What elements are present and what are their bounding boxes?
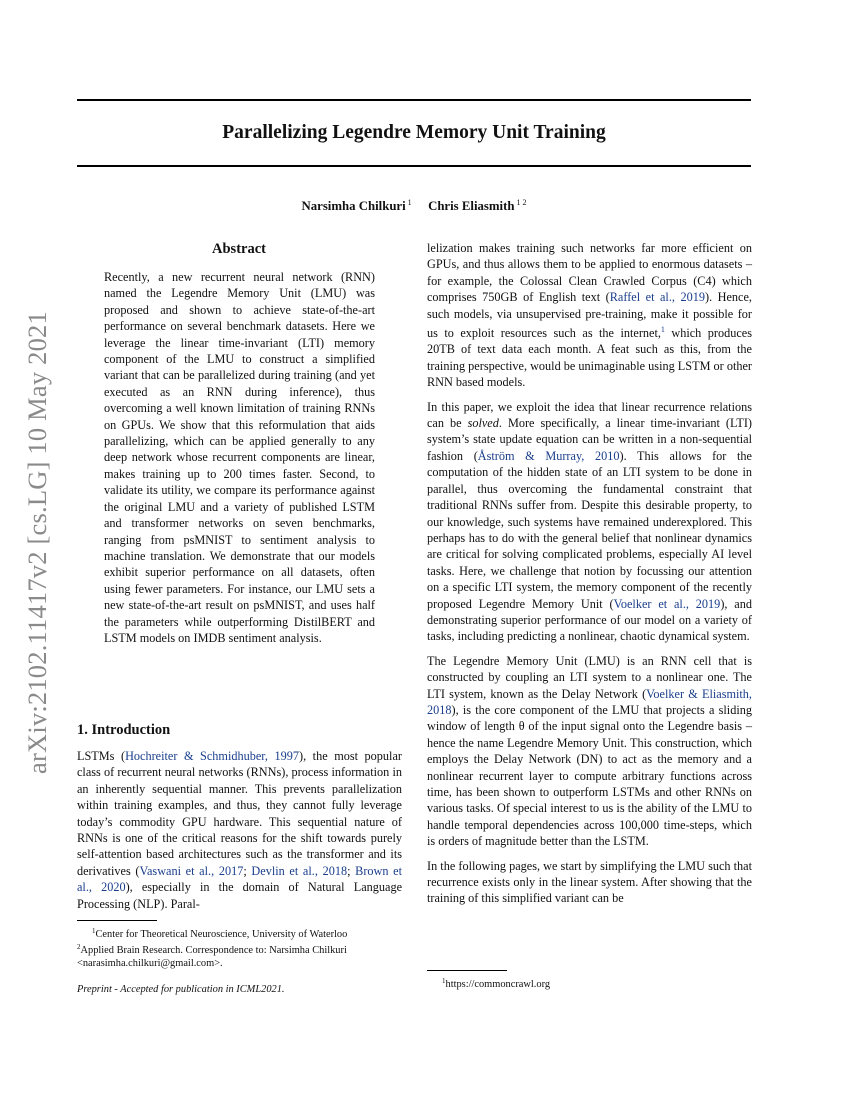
footnote-item: $^2$Applied Brain Research. Correspondence to: Narsimha Chilkuri <narasimha.chilkuri@gmail.com>.	[77, 943, 347, 969]
intro-paragraph: lelization makes training such networks far more efficient on GPUs, and thus allows them to be applied to enormous datasets – for example, the Colossal Clean Crawled Corpus (C4) which comprises 750GB of English text (Raffel et al., 2019). Hence, such models, via unsupervised pre-training, make it possible for us to exploit resources such as the internet,$^1$ which produces 20TB of text data each month. A feat such as this, from the training perspective, would be unimaginable using LSTM or other RNN based models.	[427, 241, 752, 390]
citation-link[interactable]: Brown et al., 2020	[77, 863, 403, 895]
title-rule-bottom	[77, 165, 751, 167]
citation-link[interactable]: Vaswani et al., 2017	[139, 863, 244, 878]
intro-paragraph: The Legendre Memory Unit (LMU) is an RNN cell that is constructed by coupling an LTI system to a nonlinear one. The LTI system, known as the Delay Network (Voelker & Eliasmith, 2018), is the core component of the LMU that projects a sliding window of length θ of the input signal onto the Legendre basis – hence the name Legendre Memory Unit. This construction, which employs the Delay Network (DN) to act as the memory and a nonlinear recurrent layer to compute arbitrary functions across time, has been shown to outperform LSTMs and other RNNs on various tasks. Of special interest to us is the ability of the LMU to handle temporal dependencies across 100,000 time-steps, which is orders of magnitude better than the LSTM.	[427, 653, 752, 849]
right-column	[427, 240, 752, 915]
author-name: Chris Eliasmith	[428, 199, 515, 213]
footnote-url[interactable]: https://commoncrawl.org	[445, 979, 551, 990]
citation-link[interactable]: Devlin et al., 2018	[251, 863, 348, 878]
citation-link[interactable]: Raffel et al., 2019	[609, 290, 705, 305]
author-list	[77, 195, 751, 214]
author-affiliation: 1	[407, 198, 412, 207]
url-footnote: $^1$https://commoncrawl.org	[442, 977, 551, 990]
intro-paragraph: In the following pages, we start by simplifying the LMU such that recurrence exists only in the linear system. After showing that the training of this simplified variant can be	[427, 858, 752, 906]
footnote-marker[interactable]: 1	[660, 325, 665, 335]
paper-title: Parallelizing Legendre Memory Unit Training	[222, 122, 606, 143]
abstract-body: Recently, a new recurrent neural network (RNN) named the Legendre Memory Unit (LMU) was proposed and shown to achieve state-of-the-art performance on several benchmark datasets. Here we leverage the linear time-invariant (LTI) memory component of the LMU to construct a simplified variant that can be parallelized during training (and yet executed as an RNN during inference), thus overcoming a well known limitation of training RNNs on GPUs. We show that this reformulation that aids parallelizing, which can be applied generally to any deep network whose recurrent components are linear, makes training up to 200 times faster. Second, to validate its utility, we compare its performance against the original LMU and a variety of published LSTM and transformer networks on seven benchmarks, ranging from psMNIST to sentiment analysis to machine translation. We demonstrate that our models exhibit superior performance on all datasets, often using fewer parameters. For instance, our LMU sets a new state-of-the-art result on psMNIST, and uses half the parameters while outperforming DistilBERT and LSTM models on IMDB sentiment analysis.	[104, 270, 375, 645]
preprint-note: Preprint - Accepted for publication in ICML2021.	[77, 984, 285, 995]
footnote-rule	[427, 970, 507, 971]
author-affiliation: 1 2	[516, 198, 527, 207]
arxiv-side-stamp: arXiv:2102.11417v2 [cs.LG] 10 May 2021	[22, 311, 52, 774]
section-heading-introduction: 1. Introduction	[77, 722, 171, 738]
citation-link[interactable]: Voelker & Eliasmith, 2018	[427, 686, 752, 717]
abstract-heading: Abstract	[212, 241, 266, 257]
citation-link[interactable]: Hochreiter & Schmidhuber, 1997	[125, 749, 299, 763]
footnote-rule	[77, 920, 157, 921]
intro-paragraph: In this paper, we exploit the idea that linear recurrence relations can be solved. More specifically, a linear time-invariant (LTI) system’s state update equation can be written in a non-sequential fashion (Åström & Murray, 2010). This allows for the computation of the hidden state of an LTI system to be done in parallel, thus overcoming the fundamental constraint that traditional RNNs suffer from. Despite this desirable property, to our knowledge, such systems have remained underexplored. This perhaps has to do with the general belief that nonlinear dynamics are critical for solving complicated problems, especially AI level tasks. Here, we challenge that notion by focussing our attention on a specific LTI system, the memory component of the recently proposed Legendre Memory Unit (Voelker et al., 2019), and demonstrating superior performance of our model on a variety of tasks, including predicting a nonlinear, chaotic dynamical system.	[427, 399, 753, 644]
footnote-item: $^1$Center for Theoretical Neuroscience, University of Waterloo	[92, 927, 348, 940]
citation-link[interactable]: Voelker et al., 2019	[613, 596, 721, 611]
citation-link[interactable]: Åström & Murray, 2010	[477, 448, 620, 463]
author-name: Narsimha Chilkuri	[301, 199, 406, 213]
title-rule-top	[77, 99, 751, 101]
affiliation-footnotes	[77, 925, 402, 970]
intro-paragraph-left: LSTMs (Hochreiter & Schmidhuber, 1997), the most popular class of recurrent neural networks (RNNs), process information in an inherently sequential manner. This prevents parallelization within training examples, and thus, they cannot fully leverage today’s commodity GPU hardware. This sequential nature of RNNs is one of the critical reasons for the shift towards purely self-attention based architectures such as the transformer and its derivatives (Vaswani et al., 2017; Devlin et al., 2018; Brown et al., 2020), especially in the domain of Natural Language Processing (NLP). Paral-	[77, 749, 403, 911]
